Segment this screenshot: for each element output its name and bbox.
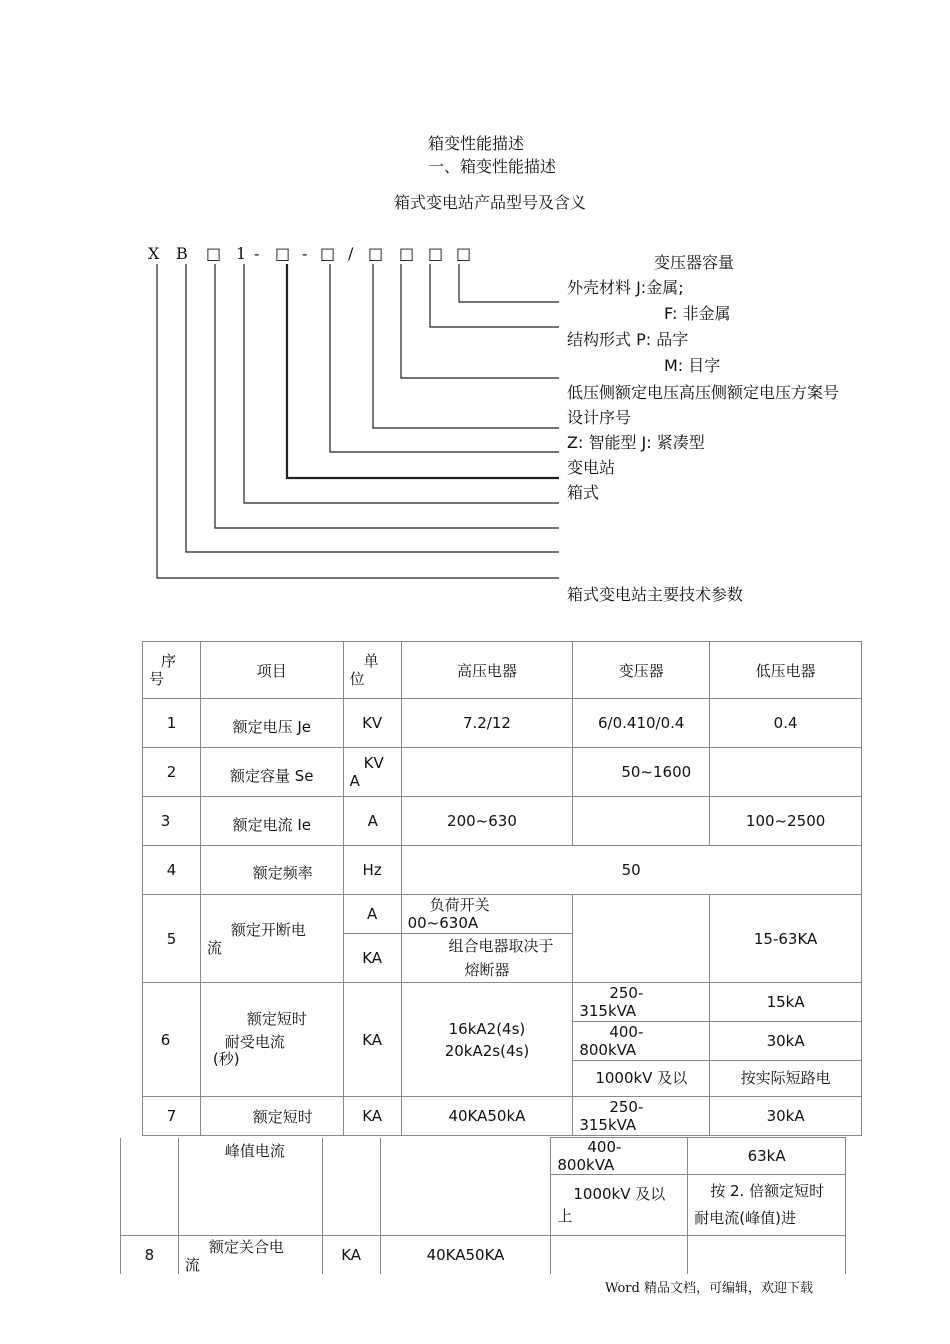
cell-no: 6	[143, 983, 201, 1097]
model-code-diagram	[0, 0, 950, 600]
code-char: □	[320, 244, 336, 263]
cell-unit: KV A	[343, 748, 401, 797]
header-hv: 高压电器	[401, 642, 573, 699]
label-params: 箱式变电站主要技术参数	[567, 585, 744, 604]
table-row	[143, 895, 862, 934]
cell-hv	[401, 748, 573, 797]
cell-transformer: 400- 800kVA	[573, 1022, 710, 1061]
cell-no: 7	[143, 1097, 201, 1136]
cell-hv: 200~630	[401, 797, 573, 846]
cell-transformer: 50~1600	[573, 748, 710, 797]
cell-no: 1	[143, 699, 201, 748]
table-row	[143, 846, 862, 895]
cell-unit	[322, 1138, 380, 1236]
code-char: □	[368, 244, 384, 263]
cell-lv: 按实际短路电	[710, 1061, 862, 1097]
footer-note: Word 精品文档，可编辑，欢迎下载	[605, 1281, 813, 1296]
cell-transformer	[551, 1236, 688, 1275]
table-header-row	[143, 642, 862, 699]
cell-transformer: 250- 315kVA	[573, 983, 710, 1022]
cell-unit: A	[343, 895, 401, 934]
code-char: 1	[236, 244, 247, 263]
section-heading: 一、箱变性能描述	[428, 157, 557, 176]
cell-item: 额定容量 Se	[200, 748, 343, 797]
cell-lv: 100~2500	[710, 797, 862, 846]
cell-lv: 15kA	[710, 983, 862, 1022]
cell-unit: KA	[322, 1236, 380, 1275]
label-shell: 外壳材料 J:金属;	[567, 278, 684, 297]
connector-structure	[401, 264, 559, 378]
cell-no: 3	[143, 797, 201, 846]
table-row	[143, 797, 862, 846]
label-station: 变电站	[567, 458, 616, 477]
cell-lv: 30kA	[710, 1022, 862, 1061]
cell-lv	[710, 748, 862, 797]
cell-frequency: 50	[401, 846, 861, 895]
label-structure-m: M: 目字	[664, 356, 721, 375]
cell-no: 4	[143, 846, 201, 895]
connector-type	[287, 264, 559, 478]
header-item: 项目	[200, 642, 343, 699]
table-row	[121, 1236, 846, 1275]
cell-transformer: 400- 800kVA	[551, 1138, 688, 1175]
connector-x	[157, 264, 559, 578]
subtitle: 箱式变电站产品型号及含义	[394, 193, 587, 212]
label-shell-f: F: 非金属	[664, 304, 731, 323]
code-char: B	[176, 244, 188, 263]
label-voltage: 低压侧额定电压高压侧额定电压方案号	[567, 383, 840, 402]
label-design: 设计序号	[567, 408, 632, 427]
code-char: □	[275, 244, 291, 263]
cell-hv: 40KA50kA	[401, 1097, 573, 1136]
cell-hv: 40KA50KA	[380, 1236, 551, 1275]
cell-lv: 0.4	[710, 699, 862, 748]
params-table-continued	[120, 1137, 846, 1274]
label-type: Z: 智能型 J: 紧凑型	[567, 433, 705, 452]
cell-hv: 负荷开关 00~630A	[401, 895, 573, 934]
header-lv: 低压电器	[710, 642, 862, 699]
cell-no: 2	[143, 748, 201, 797]
cell-transformer: 250- 315kVA	[573, 1097, 710, 1136]
cell-lv: 63kA	[688, 1138, 846, 1175]
table-row	[143, 748, 862, 797]
cell-hv: 16kA2(4s) 20kA2s(4s)	[401, 983, 573, 1097]
cell-unit: KA	[343, 1097, 401, 1136]
label-box: 箱式	[567, 483, 600, 502]
code-char: /	[348, 244, 354, 263]
cell-unit: KV	[343, 699, 401, 748]
connector-capacity	[459, 264, 559, 302]
cell-no: 5	[143, 895, 201, 983]
label-structure: 结构形式 P: 品字	[567, 330, 689, 349]
code-char: -	[254, 244, 260, 263]
cell-hv	[380, 1138, 551, 1236]
cell-transformer: 1000kV 及以 上	[551, 1175, 688, 1236]
connector-design	[330, 264, 559, 452]
table-row	[143, 983, 862, 1022]
cell-transformer	[573, 797, 710, 846]
cell-lv: 按 2. 倍额定短时 耐电流(峰值)进	[688, 1175, 846, 1236]
code-char: -	[302, 244, 308, 263]
label-capacity: 变压器容量	[654, 253, 735, 272]
code-char: □	[399, 244, 415, 263]
code-char: □	[428, 244, 444, 263]
table-row	[121, 1138, 846, 1175]
cell-no: 8	[121, 1236, 179, 1275]
header-no: 序 号	[143, 642, 201, 699]
document-title: 箱变性能描述	[428, 134, 525, 153]
cell-item: 额定电流 Ie	[200, 797, 343, 846]
cell-unit: KA	[343, 934, 401, 983]
cell-no	[121, 1138, 179, 1236]
params-table	[142, 641, 862, 1136]
cell-unit: Hz	[343, 846, 401, 895]
cell-hv: 7.2/12	[401, 699, 573, 748]
cell-item: 额定频率	[200, 846, 343, 895]
connector-shell	[430, 264, 559, 327]
cell-transformer: 6/0.410/0.4	[573, 699, 710, 748]
cell-unit: A	[343, 797, 401, 846]
cell-lv: 30kA	[710, 1097, 862, 1136]
table-row	[143, 1097, 862, 1136]
cell-transformer: 1000kV 及以	[573, 1061, 710, 1097]
cell-lv	[688, 1236, 846, 1275]
cell-item: 额定关合电 流	[178, 1236, 322, 1275]
header-transformer: 变压器	[573, 642, 710, 699]
cell-item: 额定电压 Je	[200, 699, 343, 748]
header-unit: 单 位	[343, 642, 401, 699]
table-row	[143, 699, 862, 748]
code-char: □	[206, 244, 222, 263]
cell-item: 额定短时	[200, 1097, 343, 1136]
cell-item: 峰值电流	[178, 1138, 322, 1236]
cell-hv: 组合电器取决于 熔断器	[401, 934, 573, 983]
cell-item: 额定开断电 流	[200, 895, 343, 983]
cell-transformer	[573, 895, 710, 983]
cell-item: 额定短时 耐受电流 (秒)	[200, 983, 343, 1097]
cell-lv: 15-63KA	[710, 895, 862, 983]
cell-unit: KA	[343, 983, 401, 1097]
code-char: □	[456, 244, 472, 263]
code-char: X	[148, 244, 160, 263]
connector-box	[215, 264, 559, 528]
